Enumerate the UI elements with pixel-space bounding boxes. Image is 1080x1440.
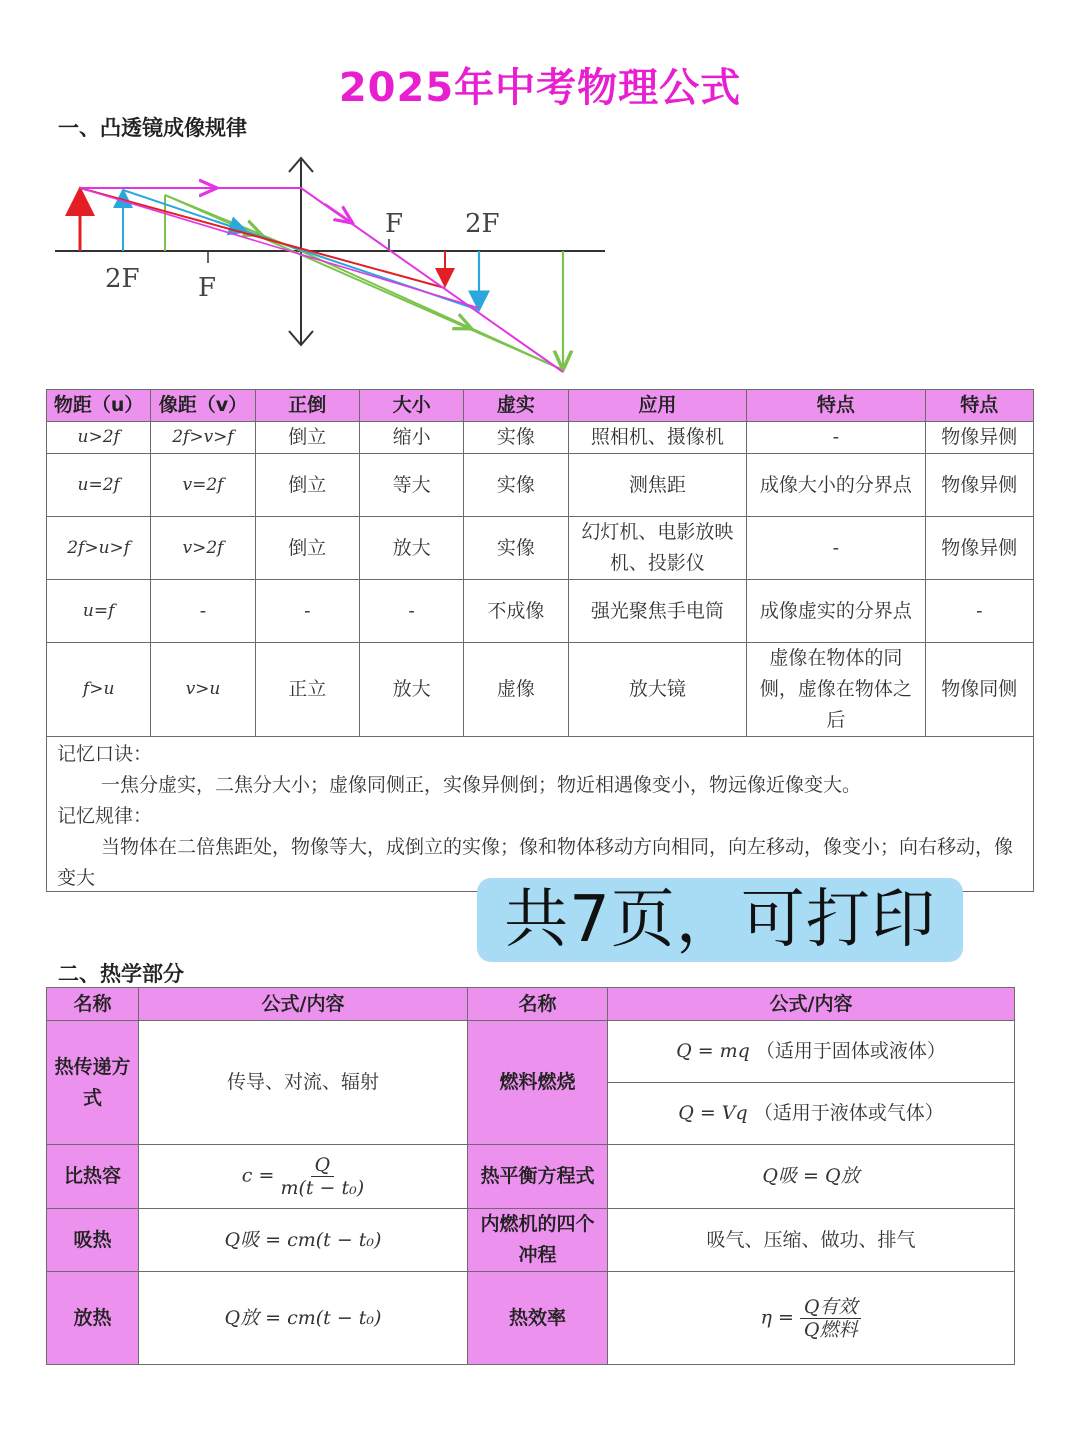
formula-q-vq: Q = Vq [678, 1102, 748, 1124]
header-feature-2: 特点 [925, 390, 1033, 422]
formula-note: （适用于固体或液体） [755, 1040, 946, 1062]
table-row [47, 422, 1034, 454]
table-cell: u>2f [47, 422, 151, 454]
fraction [800, 1296, 862, 1341]
table-cell: 倒立 [255, 454, 359, 517]
formula-lhs: c = [241, 1164, 275, 1187]
absorb-heat-formula: Q吸 = cm(t − t₀) [139, 1209, 468, 1272]
row-heat-transfer-name: 热传递方式 [47, 1021, 139, 1145]
table-cell: 物像同侧 [925, 643, 1033, 737]
header-orientation: 正倒 [255, 390, 359, 422]
memo-title-1: 记忆口诀： [57, 743, 153, 765]
fuel-combustion-name: 燃料燃烧 [468, 1021, 608, 1145]
lens-imaging-table [46, 389, 1034, 737]
table-row [47, 643, 1034, 737]
table-cell: 测焦距 [568, 454, 747, 517]
table-cell: 倒立 [255, 422, 359, 454]
fraction-numerator: Q [311, 1154, 335, 1177]
table-cell: - [151, 580, 255, 643]
table-cell: u=f [47, 580, 151, 643]
table-cell: 实像 [464, 454, 568, 517]
formula-q-mq: Q = mq [676, 1040, 750, 1062]
fuel-formula-solid [608, 1021, 1015, 1083]
table-cell: 虚像在物体的同侧，虚像在物体之后 [747, 643, 926, 737]
table-cell: 放大 [359, 517, 463, 580]
memo-title-2: 记忆规律： [57, 805, 153, 827]
table-cell: 2f>u>f [47, 517, 151, 580]
fuel-formula-gas [608, 1083, 1015, 1145]
memory-tips-box [46, 737, 1034, 892]
section-heading-lens: 一、凸透镜成像规律 [58, 116, 247, 140]
header-real-virtual: 虚实 [464, 390, 568, 422]
heat-balance-formula: Q吸 = Q放 [608, 1145, 1015, 1209]
absorb-heat-name: 吸热 [47, 1209, 139, 1272]
header-formula-2: 公式/内容 [608, 988, 1015, 1021]
table-cell: v=2f [151, 454, 255, 517]
heat-balance-name: 热平衡方程式 [468, 1145, 608, 1209]
table-cell: 实像 [464, 517, 568, 580]
memo-text-2: 当物体在二倍焦距处，物像等大，成倒立的实像；像和物体移动方向相同，向左移动，像变小；向右移动，像变大 [57, 836, 1014, 889]
label-f-right: F [385, 209, 404, 239]
table-cell: 强光聚焦手电筒 [568, 580, 747, 643]
table-cell: 实像 [464, 422, 568, 454]
table-cell: 缩小 [359, 422, 463, 454]
label-2f-left: 2F [105, 264, 140, 294]
table-cell: - [747, 517, 926, 580]
table-cell: v>u [151, 643, 255, 737]
formula-note: （适用于液体或气体） [753, 1102, 944, 1124]
thermal-efficiency-name: 热效率 [468, 1272, 608, 1365]
release-heat-formula: Q放 = cm(t − t₀) [139, 1272, 468, 1365]
header-object-distance: 物距（u） [47, 390, 151, 422]
table-row [47, 454, 1034, 517]
fraction-numerator: Q有效 [800, 1296, 862, 1319]
table-cell: 放大镜 [568, 643, 747, 737]
table-cell: 成像虚实的分界点 [747, 580, 926, 643]
specific-heat-formula [139, 1145, 468, 1209]
page-count-badge: 共7页，可打印 [477, 878, 963, 962]
table-cell: 不成像 [464, 580, 568, 643]
section-heading-heat: 二、热学部分 [58, 962, 184, 986]
header-application: 应用 [568, 390, 747, 422]
table-cell: 虚像 [464, 643, 568, 737]
thermal-efficiency-formula [608, 1272, 1015, 1365]
table-cell: - [925, 580, 1033, 643]
table-cell: 倒立 [255, 517, 359, 580]
table-cell: 等大 [359, 454, 463, 517]
table-cell: 幻灯机、电影放映机、投影仪 [568, 517, 747, 580]
heat-transfer-content: 传导、对流、辐射 [139, 1021, 468, 1145]
label-f-left: F [198, 273, 217, 303]
table-row [47, 580, 1034, 643]
table-cell: 照相机、摄像机 [568, 422, 747, 454]
formula-lhs: η = [760, 1306, 794, 1328]
table-cell: 成像大小的分界点 [747, 454, 926, 517]
engine-strokes-content: 吸气、压缩、做功、排气 [608, 1209, 1015, 1272]
header-name: 名称 [47, 988, 139, 1021]
table-cell: u=2f [47, 454, 151, 517]
table-row [47, 517, 1034, 580]
header-size: 大小 [359, 390, 463, 422]
header-formula: 公式/内容 [139, 988, 468, 1021]
table-cell: - [359, 580, 463, 643]
engine-strokes-name: 内燃机的四个冲程 [468, 1209, 608, 1272]
header-name-2: 名称 [468, 988, 608, 1021]
table-cell: 物像异侧 [925, 454, 1033, 517]
fraction-denominator: m(t − t₀) [280, 1177, 365, 1199]
table-cell: 正立 [255, 643, 359, 737]
header-feature: 特点 [747, 390, 926, 422]
table-cell: f>u [47, 643, 151, 737]
table-cell: 放大 [359, 643, 463, 737]
release-heat-name: 放热 [47, 1272, 139, 1365]
table-cell: 物像异侧 [925, 517, 1033, 580]
specific-heat-name: 比热容 [47, 1145, 139, 1209]
table-cell: - [747, 422, 926, 454]
table-cell: - [255, 580, 359, 643]
table-cell: 2f>v>f [151, 422, 255, 454]
table-cell: 物像异侧 [925, 422, 1033, 454]
convex-lens-ray-diagram [55, 150, 615, 382]
fraction-denominator: Q燃料 [803, 1318, 858, 1341]
fraction [280, 1154, 364, 1199]
heat-formula-table [46, 987, 1015, 1365]
memo-text-1: 一焦分虚实，二焦分大小；虚像同侧正，实像异侧倒；物近相遇像变小，物远像近像变大。 [101, 774, 862, 796]
label-2f-right: 2F [465, 209, 500, 239]
page-title: 2025年中考物理公式 [338, 65, 742, 111]
table-cell: v>2f [151, 517, 255, 580]
header-image-distance: 像距（v） [151, 390, 255, 422]
